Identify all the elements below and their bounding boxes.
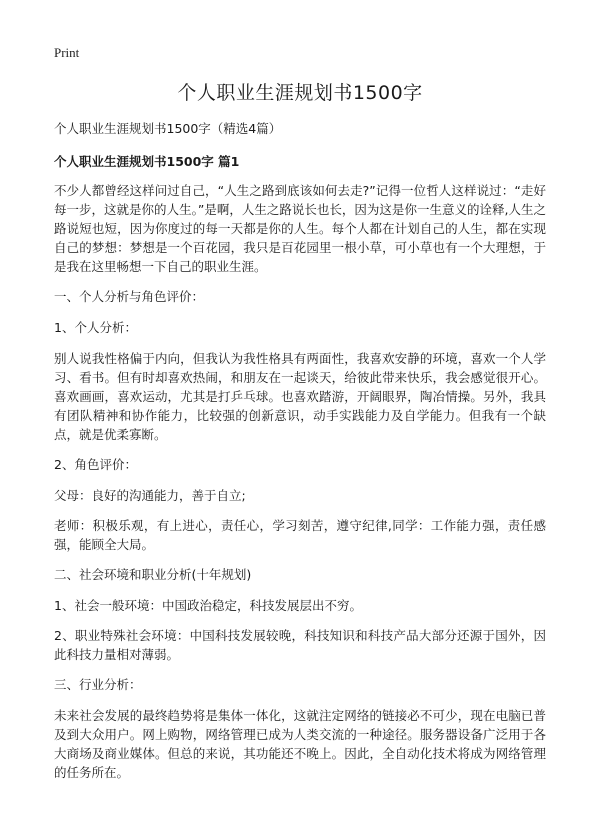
section-title: 个人职业生涯规划书1500字 篇1 bbox=[54, 154, 240, 169]
document-subtitle: 个人职业生涯规划书1500字（精选4篇） bbox=[54, 121, 282, 136]
industry-analysis-paragraph: 未来社会发展的最终趋势将是集体一体化，这就注定网络的链接必不可少，现在电脑已普及到大众用户。网上购物，网络管理已成为人类交流的一种途径。服务器设备广泛用于各大商场及商业媒体。但总的来说，其功能还不晚上。因此，全自动化技术将成为网络管理的任务所在。 bbox=[54, 708, 546, 780]
heading-industry-analysis: 三、行业分析： bbox=[54, 677, 142, 692]
special-environment-paragraph: 2、职业特殊社会环境：中国科技发展较晚，科技知识和科技产品大部分还源于国外，因此科技力量相对薄弱。 bbox=[54, 628, 546, 662]
heading-personal-analysis-role: 一、个人分析与角色评价： bbox=[54, 289, 205, 304]
teacher-evaluation: 老师：积极乐观，有上进心，责任心，学习刻苦，遵守纪律,同学：工作能力强，责任感强，能顾全大局。 bbox=[54, 518, 546, 552]
print-link[interactable]: Print bbox=[54, 45, 80, 60]
document-body bbox=[54, 119, 546, 793]
heading-role-evaluation: 2、角色评价： bbox=[54, 457, 137, 472]
intro-paragraph: 不少人都曾经这样问过自己，“人生之路到底该如何去走?”记得一位哲人这样说过：“走好每一步，这就是你的人生。”是啊，人生之路说长也长，因为这是你一生意义的诠释,人生之路说短也短，因为你度过的每一天都是你的人生。每个人都在计划自己的人生，都在实现自己的梦想：梦想是一个百花园，我只是百花园里一根小草，可小草也有一个大理想，于是我在这里畅想一下自己的职业生涯。 bbox=[54, 183, 546, 274]
document-title: 个人职业生涯规划书1500字 bbox=[177, 82, 423, 104]
heading-social-environment: 二、社会环境和职业分析(十年规划) bbox=[54, 567, 252, 582]
personal-analysis-paragraph: 别人说我性格偏于内向，但我认为我性格具有两面性，我喜欢安静的环境，喜欢一个人学习、看书。但有时却喜欢热闹，和朋友在一起谈天，给彼此带来快乐，我会感觉很开心。喜欢画画，喜欢运动，尤其是打乒乓球。也喜欢踏游，开阔眼界，陶冶情操。另外，我具有团队精神和协作能力，比较强的创新意识，动手实践能力及自学能力。但我有一个缺点，就是优柔寡断。 bbox=[54, 351, 546, 442]
heading-personal-analysis: 1、个人分析： bbox=[54, 320, 137, 335]
general-environment-paragraph: 1、社会一般环境：中国政治稳定，科技发展层出不穷。 bbox=[54, 598, 362, 613]
parents-evaluation: 父母：良好的沟通能力，善于自立; bbox=[54, 488, 246, 503]
